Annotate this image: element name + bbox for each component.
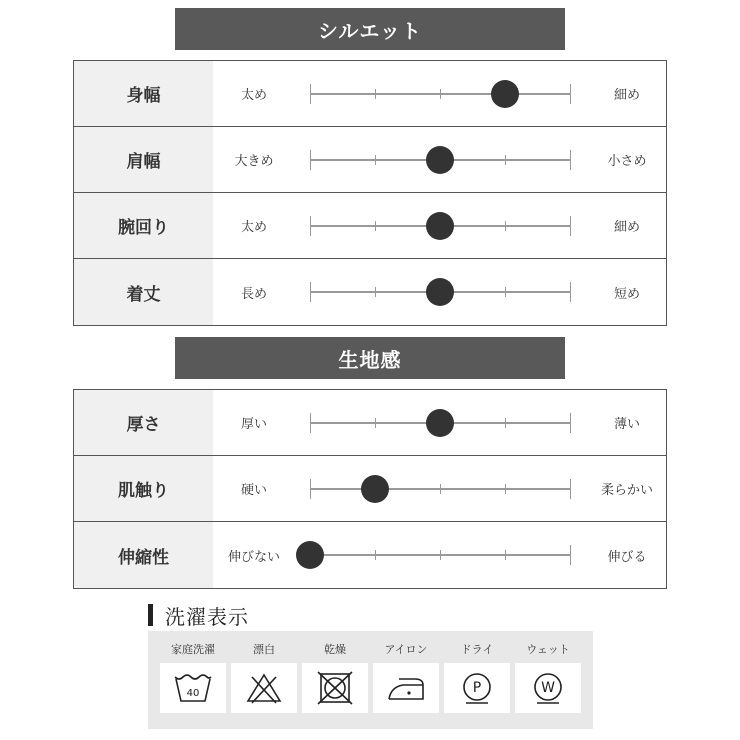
silhouette-row-length	[74, 259, 666, 325]
care-label: ドライ	[460, 643, 494, 656]
scale-tick	[310, 479, 311, 499]
scale-tick	[375, 89, 376, 99]
row-label: 厚さ	[74, 390, 213, 455]
scale-marker	[426, 278, 454, 306]
scale-marker	[361, 475, 389, 503]
care-title-bar	[148, 604, 153, 626]
scale-right-label: 細め	[613, 88, 640, 103]
scale-tick	[570, 545, 571, 565]
dry-clean-letter: P	[472, 680, 482, 696]
scale-left-label: 大きめ	[234, 154, 274, 169]
row-label: 肩幅	[74, 127, 213, 192]
scale-tick	[375, 155, 376, 165]
care-title-text: 洗濯表示	[165, 604, 249, 629]
silhouette-table	[73, 60, 667, 326]
scale-tick	[310, 282, 311, 302]
row-label: 身幅	[74, 61, 213, 126]
scale-left-label: 長め	[240, 286, 267, 302]
scale-tick	[570, 413, 571, 433]
scale-tick	[505, 287, 506, 297]
scale-tick	[310, 84, 311, 104]
care-panel	[148, 631, 593, 729]
scale-marker	[296, 541, 324, 569]
care-item-dry	[302, 631, 368, 729]
scale-left-label: 厚い	[240, 417, 267, 432]
dry-clean-p-icon	[460, 671, 494, 705]
scale-marker	[491, 80, 519, 108]
silhouette-row-arm	[74, 193, 666, 259]
wet-clean-w-icon	[531, 671, 565, 705]
care-label: 乾燥	[324, 643, 346, 656]
silhouette-header	[175, 8, 565, 50]
scale-left-label: 伸びない	[227, 549, 280, 565]
scale-tick	[310, 413, 311, 433]
care-icon-box	[231, 663, 297, 713]
care-icon-box	[444, 663, 510, 713]
care-label: 漂白	[253, 643, 275, 656]
fabric-header	[175, 337, 565, 379]
care-icon-box	[160, 663, 226, 713]
fabric-row-thickness	[74, 390, 666, 456]
care-item-home-wash	[160, 631, 226, 729]
care-title	[148, 601, 249, 629]
no-tumble-dry-icon	[315, 671, 355, 705]
scale-right-label: 伸びる	[607, 549, 647, 565]
scale-tick	[570, 216, 571, 236]
row-label: 腕回り	[74, 193, 213, 258]
scale-tick	[375, 418, 376, 428]
row-label: 伸縮性	[74, 522, 213, 588]
scale-left-label: 太め	[240, 220, 267, 235]
scale-tick	[440, 89, 441, 99]
fabric-row-stretch	[74, 522, 666, 588]
care-icon-box	[302, 663, 368, 713]
scale-marker	[426, 146, 454, 174]
scale-tick	[505, 550, 506, 560]
scale-tick	[310, 216, 311, 236]
care-icon-box	[515, 663, 581, 713]
scale-tick	[505, 221, 506, 231]
scale-tick	[375, 221, 376, 231]
silhouette-title: シルエット	[317, 18, 423, 43]
scale-tick	[375, 550, 376, 560]
scale-marker	[426, 212, 454, 240]
silhouette-row-shoulder	[74, 127, 666, 193]
no-bleach-icon	[244, 671, 284, 705]
scale-tick	[440, 550, 441, 560]
scale-tick	[570, 479, 571, 499]
care-label: 家庭洗濯	[171, 643, 215, 656]
care-item-bleach	[231, 631, 297, 729]
scale-left-label: 太め	[240, 88, 267, 103]
fabric-title: 生地感	[338, 347, 402, 372]
scale-tick	[375, 287, 376, 297]
scale-tick	[505, 418, 506, 428]
wet-clean-letter: W	[541, 680, 555, 696]
scale-tick	[570, 282, 571, 302]
scale-tick	[570, 150, 571, 170]
scale-left-label: 硬い	[240, 483, 267, 498]
iron-low-icon	[385, 671, 427, 705]
care-item-wet-clean	[515, 631, 581, 729]
scale-tick	[570, 84, 571, 104]
care-item-iron	[373, 631, 439, 729]
scale-tick	[505, 484, 506, 494]
scale-right-label: 短め	[613, 286, 640, 302]
scale-tick	[310, 150, 311, 170]
care-icon-box	[373, 663, 439, 713]
scale-right-label: 薄い	[613, 417, 640, 432]
washtub-temp: 40	[186, 688, 200, 699]
row-label: 着丈	[74, 259, 213, 325]
fabric-table	[73, 389, 667, 589]
scale-tick	[505, 155, 506, 165]
fabric-row-texture	[74, 456, 666, 522]
scale-marker	[426, 409, 454, 437]
care-label: ウェット	[526, 643, 570, 656]
row-label: 肌触り	[74, 456, 213, 521]
care-item-dry-clean	[444, 631, 510, 729]
scale-tick	[440, 484, 441, 494]
washtub-40-icon	[173, 671, 213, 705]
scale-right-label: 柔らかい	[600, 483, 653, 498]
scale-right-label: 細め	[613, 220, 640, 235]
scale-right-label: 小さめ	[607, 154, 647, 169]
care-label: アイロン	[384, 643, 428, 656]
silhouette-row-width	[74, 61, 666, 127]
